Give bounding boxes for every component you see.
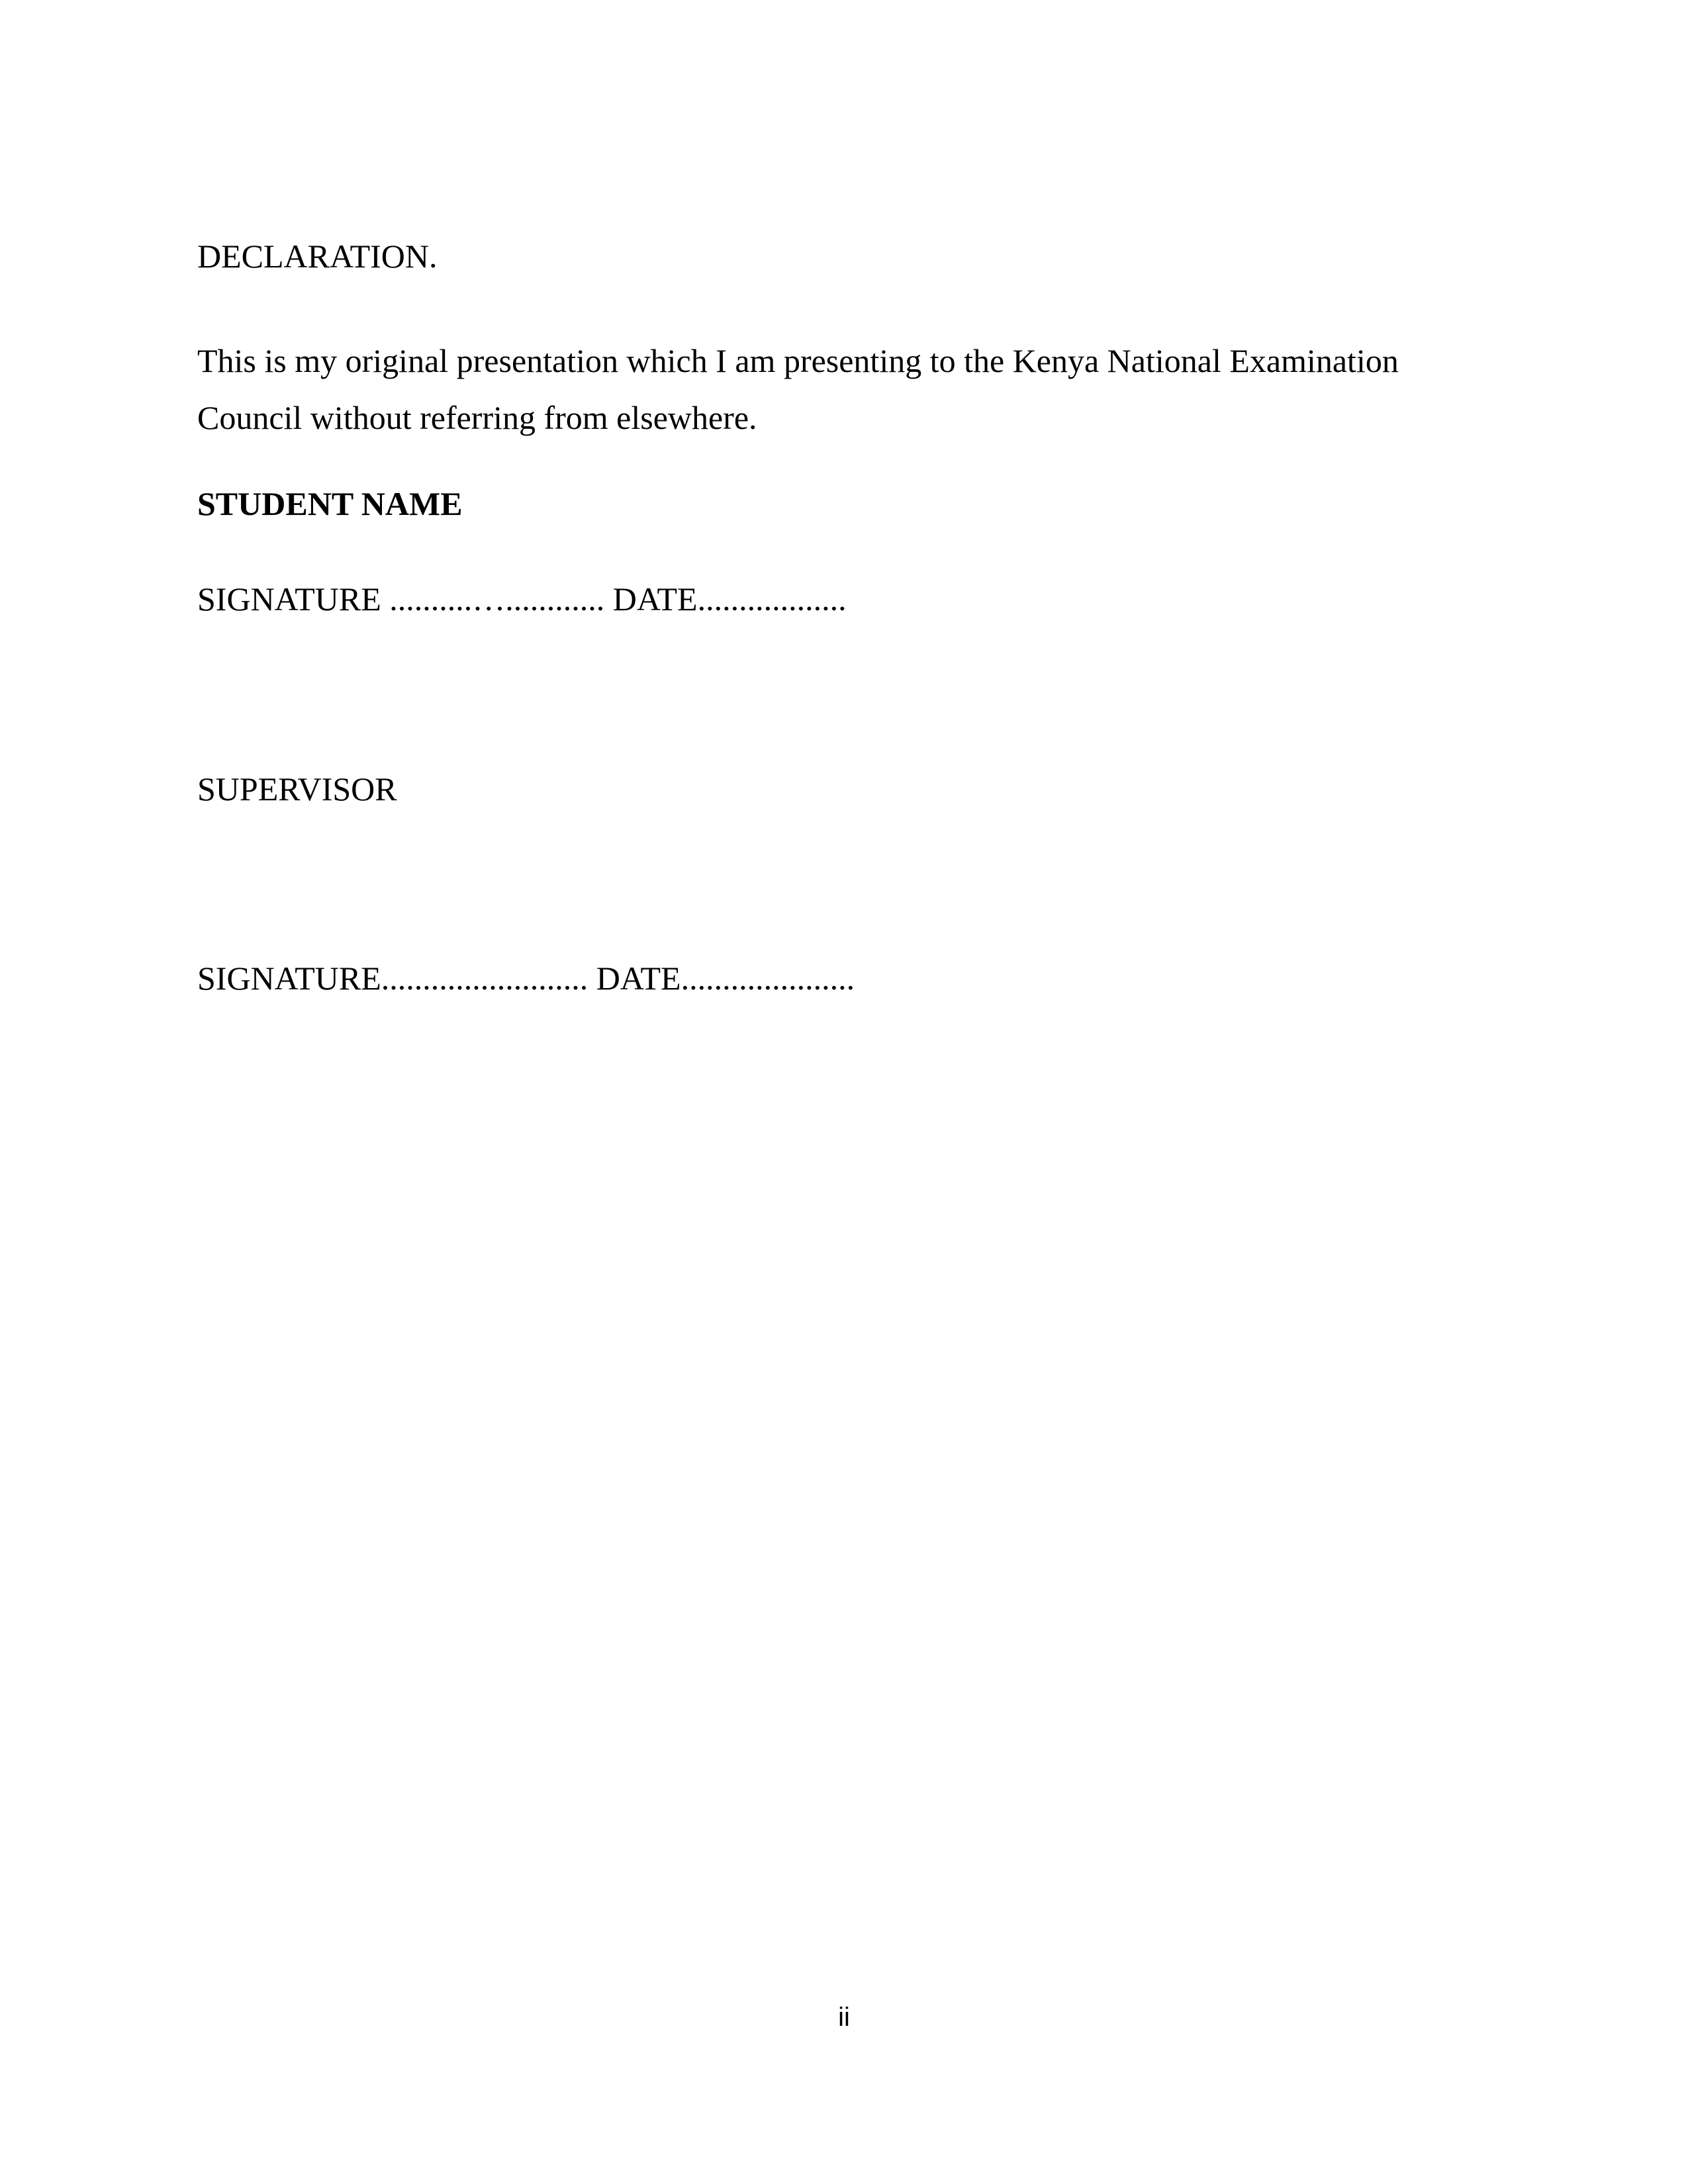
student-signature-line <box>197 582 847 615</box>
page-number: ii <box>838 2003 850 2032</box>
declaration-heading: DECLARATION. <box>197 238 438 275</box>
student-name-label: STUDENT NAME <box>197 485 463 522</box>
student-date-label: DATE <box>612 580 698 617</box>
supervisor-signature-line <box>197 962 855 995</box>
student-signature-label: SIGNATURE <box>197 580 381 617</box>
supervisor-date-blank: ..................... <box>680 960 855 997</box>
supervisor-label: SUPERVISOR <box>197 770 397 807</box>
statement-line-1: This is my original presentation which I am presenting to the Kenya National Examination <box>197 342 1399 379</box>
supervisor-signature-label: SIGNATURE <box>197 960 381 997</box>
supervisor-signature-blank: ......................... <box>381 960 588 997</box>
student-date-blank: .................. <box>697 580 847 617</box>
student-signature-blank: ..........…............ <box>389 580 605 617</box>
supervisor-date-label: DATE <box>596 960 681 997</box>
statement-line-2: Council without referring from elsewhere. <box>197 399 757 436</box>
declaration-statement <box>197 332 1495 446</box>
